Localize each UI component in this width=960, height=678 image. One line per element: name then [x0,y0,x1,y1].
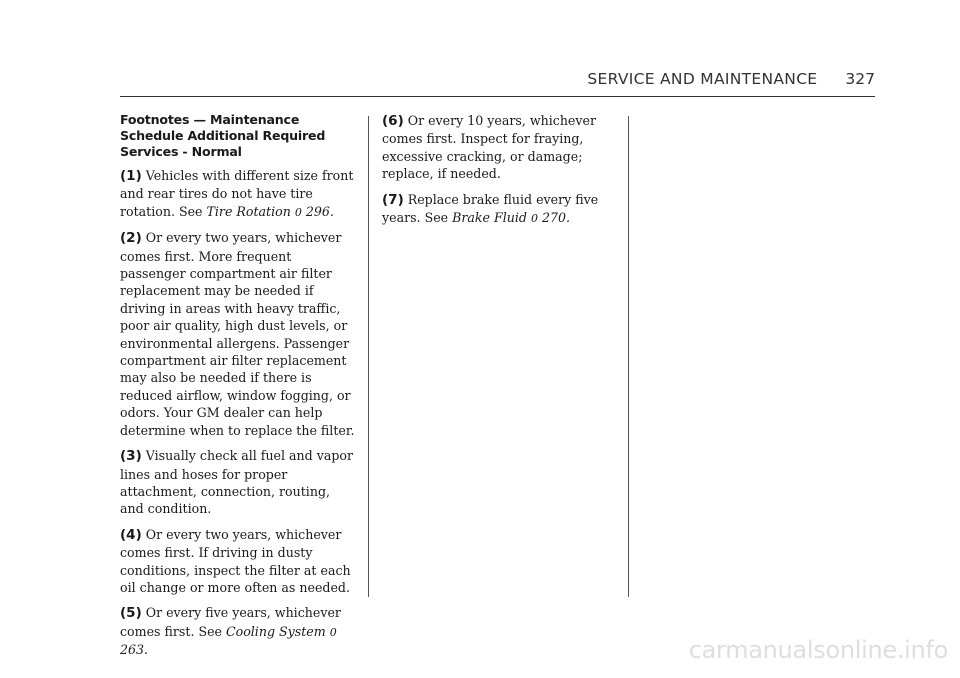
footnote-number: (1) [120,168,142,184]
cross-reference-link[interactable]: Cooling System [225,623,326,639]
footnote-1 [120,167,356,221]
section-title: SERVICE AND MAINTENANCE [587,70,818,88]
footnote-text: Or every five years, whichever comes first. See [120,605,341,639]
footnote-number: (5) [120,605,142,622]
footnote-end: . [329,203,334,219]
footnotes-heading: Footnotes — Maintenance Schedule Additional Required Services - Normal [120,112,326,159]
footnote-number: (3) [120,448,142,465]
footnote-6 [382,112,618,183]
footnote-number: (2) [120,230,142,247]
watermark-text: carmanualsonline.info [688,636,948,664]
footnote-number: (6) [382,113,404,129]
footnote-text: Replace brake fluid every five years. See [382,191,599,226]
cross-reference-link[interactable]: Tire Rotation [206,203,291,219]
footnote-text: Or every 10 years, whichever comes first. Inspect for fraying, excessive cracking, or damage; replace, if needed. [382,113,596,182]
footnote-2 [120,229,356,439]
cross-reference-link[interactable]: Brake Fluid [452,210,527,226]
footnote-number: (4) [120,526,142,543]
column-left [120,112,356,667]
footnote-text: Or every two years, whichever comes first. If driving in dusty conditions, inspect the filter at each oil change or more often as needed. [120,526,351,595]
cross-reference-page[interactable]: 263 [120,642,145,658]
footnote-text: Visually check all fuel and vapor lines and hoses for proper attachment, connection, routing, and condition. [120,448,354,517]
page-number: 327 [845,70,875,88]
cross-reference-page[interactable]: 296 [305,203,330,219]
page-header [120,70,875,97]
footnote-text: Vehicles with different size front and rear tires do not have tire rotation. See [120,168,354,219]
footnote-7 [382,191,618,228]
footnote-end: . [566,210,571,226]
footnote-text: Or every two years, whichever comes first. More frequent passenger compartment air filter replacement may be needed if driving in areas with heavy traffic, poor air quality, high dust levels, or environmental allergens. Passenger compartment air filter replacement may also be needed if there is reduced airflow, window fogging, or odors. Your GM dealer can help determine when to replace the filter. [120,230,355,438]
page-ref-arrow-icon: 0 [530,212,538,226]
cross-reference-page[interactable]: 270 [541,210,567,226]
footnote-4 [120,526,356,597]
column-divider-right [628,116,629,597]
footnote-5 [120,604,356,658]
column-divider-left [368,116,369,597]
footnote-3 [120,447,356,518]
column-middle [382,112,618,235]
page-ref-arrow-icon: 0 [294,205,302,219]
footnote-number: (7) [382,191,404,208]
page-ref-arrow-icon: 0 [329,625,337,639]
footnote-end: . [144,642,149,658]
